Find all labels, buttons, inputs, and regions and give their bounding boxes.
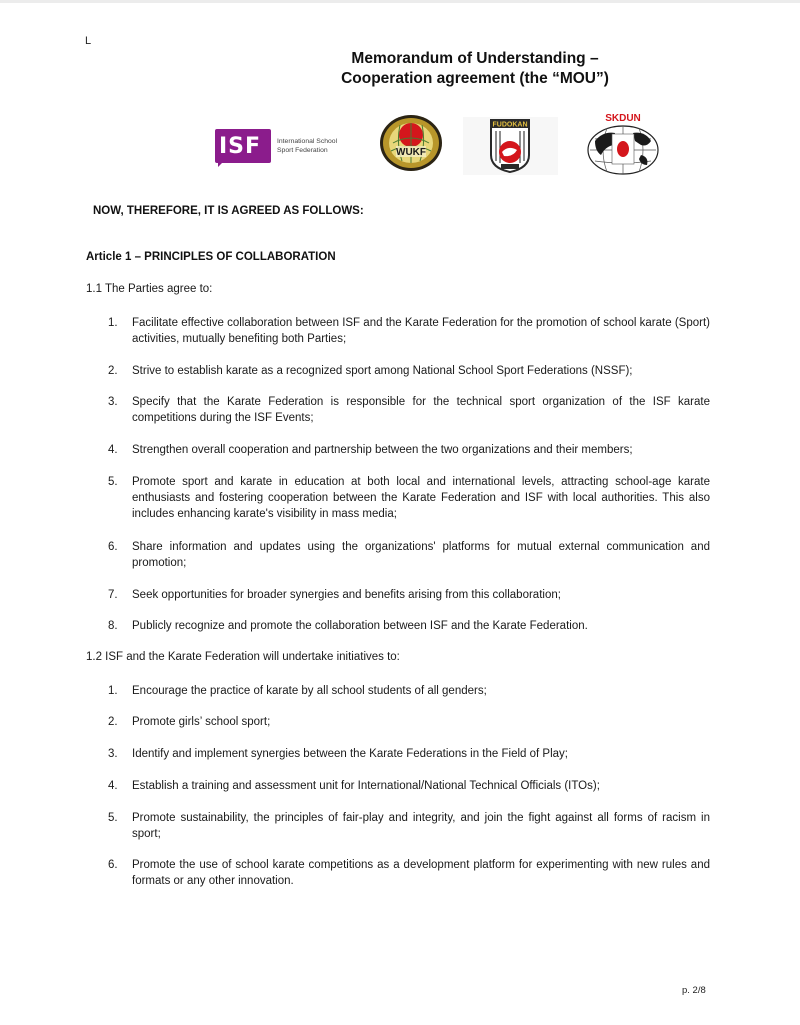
section-1-2-item <box>108 746 710 762</box>
section-1-1-item <box>108 442 710 458</box>
list-item-text: Establish a training and assessment unit for International/National Technical Officials (ITOs); <box>132 780 600 792</box>
list-item-number: 6. <box>108 859 118 871</box>
list-item-number: 2. <box>108 716 118 728</box>
list-item <box>108 810 710 842</box>
skdun-logo <box>585 111 661 177</box>
isf-logo <box>215 127 345 169</box>
list-item <box>108 587 710 603</box>
list-item-number: 3. <box>108 396 118 408</box>
isf-badge-text: ISF <box>219 134 262 159</box>
list-item <box>108 746 710 762</box>
list-item-text: Publicly recognize and promote the collaboration between ISF and the Karate Federation. <box>132 620 588 632</box>
section-1-2-heading: 1.2 ISF and the Karate Federation will undertake initiatives to: <box>86 651 400 663</box>
section-1-1-item <box>108 539 710 571</box>
fudokan-shield-icon <box>463 117 558 175</box>
section-1-1-item <box>108 394 710 426</box>
section-1-1-item <box>108 315 710 347</box>
list-item-text: Seek opportunities for broader synergies and benefits arising from this collaboration; <box>132 589 561 601</box>
skdun-globe-icon <box>585 111 661 177</box>
isf-badge-icon <box>215 129 271 163</box>
svg-text:WUKF: WUKF <box>396 147 426 158</box>
list-item-text: Share information and updates using the organizations' platforms for mutual external communication and promotion; <box>132 541 710 569</box>
section-1-1-item <box>108 363 710 379</box>
list-item <box>108 394 710 426</box>
isf-caption-line-2: Sport Federation <box>277 147 328 154</box>
list-item <box>108 618 710 634</box>
title-line-2: Cooperation agreement (the “MOU”) <box>341 70 609 87</box>
section-1-2-item <box>108 857 710 889</box>
list-item <box>108 778 710 794</box>
list-item <box>108 315 710 347</box>
corner-mark: L <box>85 35 92 47</box>
isf-badge-tail <box>218 161 224 167</box>
list-item-text: Promote sport and karate in education at both local and international levels, attracting school-age karate enthusiasts and fostering cooperation between the Karate Federation and ISF with local authorities. This also includes enhancing karate's visibility in mass media; <box>132 476 710 520</box>
list-item-number: 5. <box>108 476 118 488</box>
list-item-number: 4. <box>108 444 118 456</box>
list-item-number: 3. <box>108 748 118 760</box>
section-1-1-item <box>108 587 710 603</box>
list-item-text: Promote the use of school karate competitions as a development platform for experimenting with new rules and formats or any other innovation. <box>132 859 710 887</box>
list-item-text: Strive to establish karate as a recognized sport among National School Sport Federations (NSSF); <box>132 365 633 377</box>
list-item <box>108 857 710 889</box>
wukf-logo <box>378 113 444 173</box>
logo-row <box>210 111 670 177</box>
page-number: p. 2/8 <box>682 985 706 996</box>
section-1-1-item <box>108 474 710 522</box>
list-item-text: Promote sustainability, the principles of fair-play and integrity, and join the fight against all forms of racism in sport; <box>132 812 710 840</box>
list-item-number: 1. <box>108 317 118 329</box>
isf-caption-line-1: International School <box>277 138 338 145</box>
title-line-1: Memorandum of Understanding – <box>351 50 599 67</box>
list-item-number: 4. <box>108 780 118 792</box>
list-item-text: Identify and implement synergies between the Karate Federations in the Field of Play; <box>132 748 568 760</box>
list-item-number: 1. <box>108 685 118 697</box>
section-1-2-item <box>108 810 710 842</box>
article-1-heading: Article 1 – PRINCIPLES OF COLLABORATION <box>86 251 336 263</box>
list-item <box>108 363 710 379</box>
list-item-text: Specify that the Karate Federation is responsible for the technical sport organization of the ISF karate competitions during the ISF Events; <box>132 396 710 424</box>
list-item <box>108 474 710 522</box>
list-item <box>108 442 710 458</box>
section-1-2-item <box>108 714 710 730</box>
svg-text:FUDOKAN: FUDOKAN <box>492 121 528 129</box>
list-item-text: Promote girls’ school sport; <box>132 716 271 728</box>
list-item-number: 7. <box>108 589 118 601</box>
section-1-1-heading: 1.1 The Parties agree to: <box>86 283 213 295</box>
svg-text:SKDUN: SKDUN <box>605 113 641 124</box>
list-item-text: Encourage the practice of karate by all school students of all genders; <box>132 685 487 697</box>
list-item <box>108 683 710 699</box>
list-item <box>108 714 710 730</box>
list-item-number: 2. <box>108 365 118 377</box>
wukf-emblem-icon <box>378 113 444 173</box>
isf-caption <box>277 137 337 155</box>
section-1-2-item <box>108 778 710 794</box>
fudokan-logo <box>463 117 558 175</box>
agreement-heading: NOW, THEREFORE, IT IS AGREED AS FOLLOWS: <box>93 205 364 217</box>
list-item-number: 6. <box>108 541 118 553</box>
list-item-text: Strengthen overall cooperation and partnership between the two organizations and their members; <box>132 444 633 456</box>
section-1-2-item <box>108 683 710 699</box>
document-title <box>250 49 700 89</box>
list-item-number: 5. <box>108 812 118 824</box>
list-item-text: Facilitate effective collaboration between ISF and the Karate Federation for the promotion of school karate (Sport) activities, mutually benefiting both Parties; <box>132 317 710 345</box>
list-item <box>108 539 710 571</box>
list-item-number: 8. <box>108 620 118 632</box>
section-1-1-item <box>108 618 710 634</box>
